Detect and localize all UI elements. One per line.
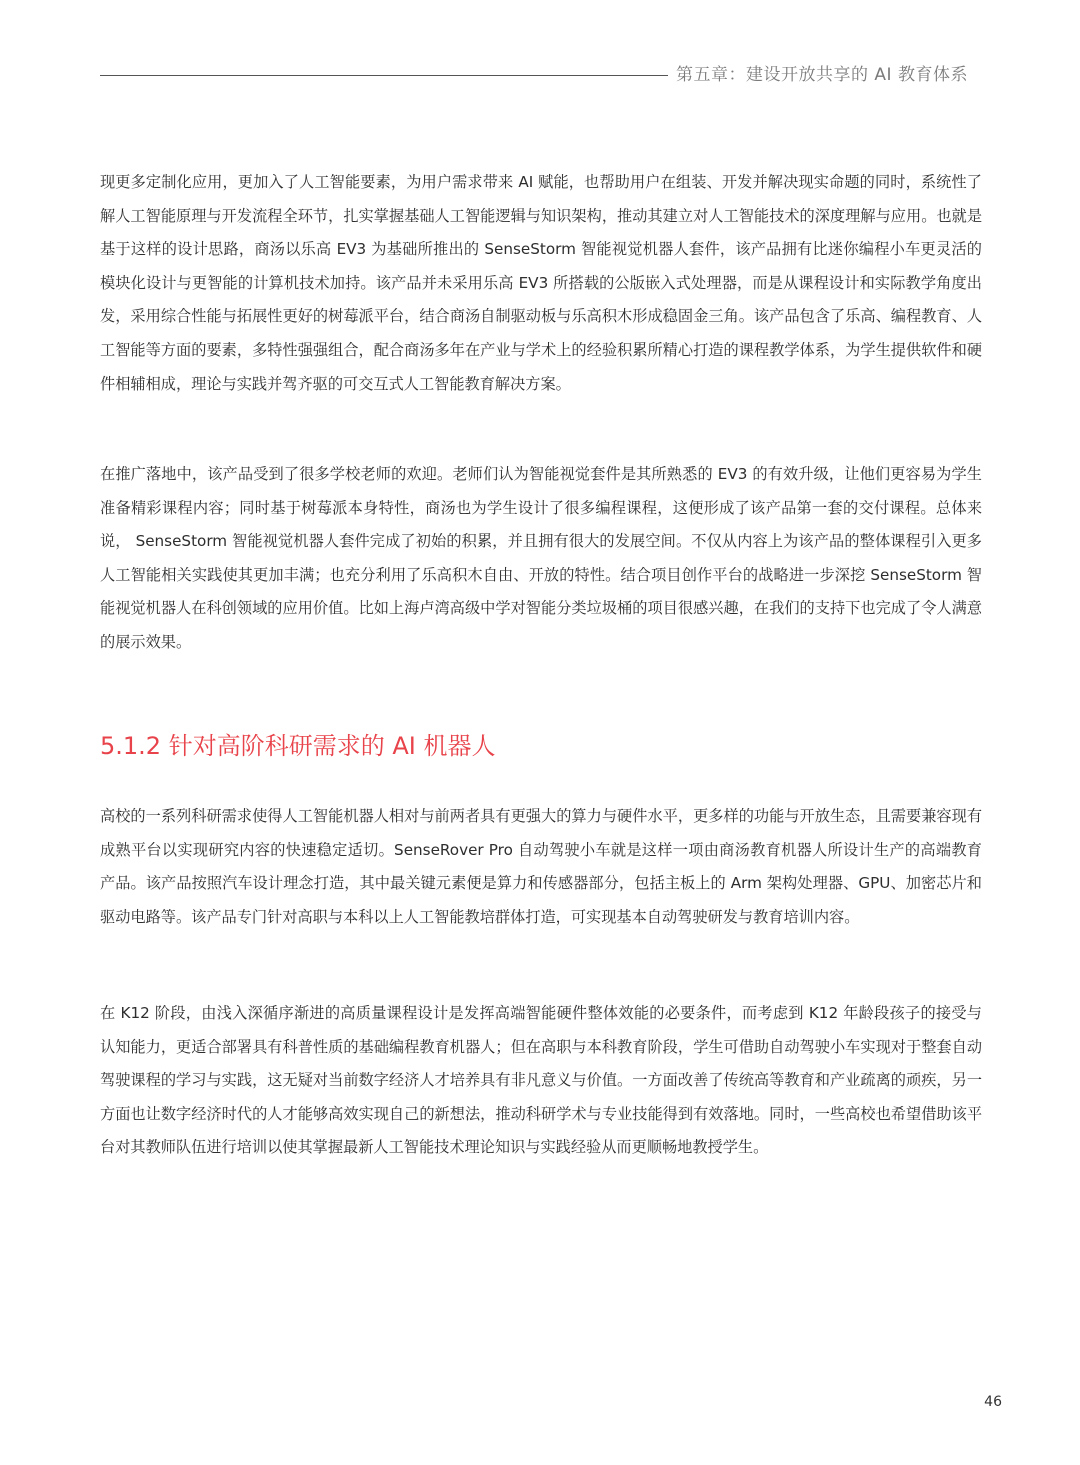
- body-paragraph-2: 在推广落地中，该产品受到了很多学校老师的欢迎。老师们认为智能视觉套件是其所熟悉的 EV3 的有效升级，让他们更容易为学生准备精彩课程内容；同时基于树莓派本身特性，商汤也为学生设计了很多编程课程，这便形成了该产品第一套的交付课程。总体来说， SenseStorm 智能视觉机器人套件完成了初始的积累，并且拥有很大的发展空间。不仅从内容上为该产品的整体课程引入更多人工智能相关实践使其更加丰满；也充分利用了乐高积木自由、开放的特性。结合项目创作平台的战略进一步深挖 SenseStorm 智能视觉机器人在科创领域的应用价值。比如上海卢湾高级中学对智能分类垃圾桶的项目很感兴趣，在我们的支持下也完成了令人满意的展示效果。: [100, 465, 982, 651]
- chapter-title: 第五章：建设开放共享的 AI 教育体系: [676, 65, 968, 85]
- body-paragraph-3: 高校的一系列科研需求使得人工智能机器人相对与前两者具有更强大的算力与硬件水平，更多样的功能与开放生态，且需要兼容现有成熟平台以实现研究内容的快速稳定适切。SenseRover Pro 自动驾驶小车就是这样一项由商汤教育机器人所设计生产的高端教育产品。该产品按照汽车设计理念打造，其中最关键元素便是算力和传感器部分，包括主板上的 Arm 架构处理器、GPU、加密芯片和驱动电路等。该产品专门针对高职与本科以上人工智能教培群体打造，可实现基本自动驾驶研发与教育培训内容。: [100, 807, 982, 926]
- header-divider-line: [100, 75, 668, 76]
- body-paragraph-1: 现更多定制化应用，更加入了人工智能要素，为用户需求带来 AI 赋能，也帮助用户在组装、开发并解决现实命题的同时，系统性了解人工智能原理与开发流程全环节，扎实掌握基础人工智能逻辑与知识架构，推动其建立对人工智能技术的深度理解与应用。也就是基于这样的设计思路，商汤以乐高 EV3 为基础所推出的 SenseStorm 智能视觉机器人套件，该产品拥有比迷你编程小车更灵活的模块化设计与更智能的计算机技术加持。该产品并未采用乐高 EV3 所搭载的公版嵌入式处理器，而是从课程设计和实际教学角度出发，采用综合性能与拓展性更好的树莓派平台，结合商汤自制驱动板与乐高积木形成稳固金三角。该产品包含了乐高、编程教育、人工智能等方面的要素，多特性强强组合，配合商汤多年在产业与学术上的经验积累所精心打造的课程教学体系，为学生提供软件和硬件相辅相成，理论与实践并驾齐驱的可交互式人工智能教育解决方案。: [100, 173, 982, 393]
- section-heading: 5.1.2 针对高阶科研需求的 AI 机器人: [100, 732, 496, 760]
- body-paragraph-4: 在 K12 阶段，由浅入深循序渐进的高质量课程设计是发挥高端智能硬件整体效能的必要条件，而考虑到 K12 年龄段孩子的接受与认知能力，更适合部署具有科普性质的基础编程教育机器人；但在高职与本科教育阶段，学生可借助自动驾驶小车实现对于整套自动驾驶课程的学习与实践，这无疑对当前数字经济人才培养具有非凡意义与价值。一方面改善了传统高等教育和产业疏离的顽疾，另一方面也让数字经济时代的人才能够高效实现自己的新想法，推动科研学术与专业技能得到有效落地。同时，一些高校也希望借助该平台对其教师队伍进行培训以使其掌握最新人工智能技术理论知识与实践经验从而更顺畅地教授学生。: [100, 1004, 982, 1157]
- page-number: 46: [984, 1394, 1002, 1410]
